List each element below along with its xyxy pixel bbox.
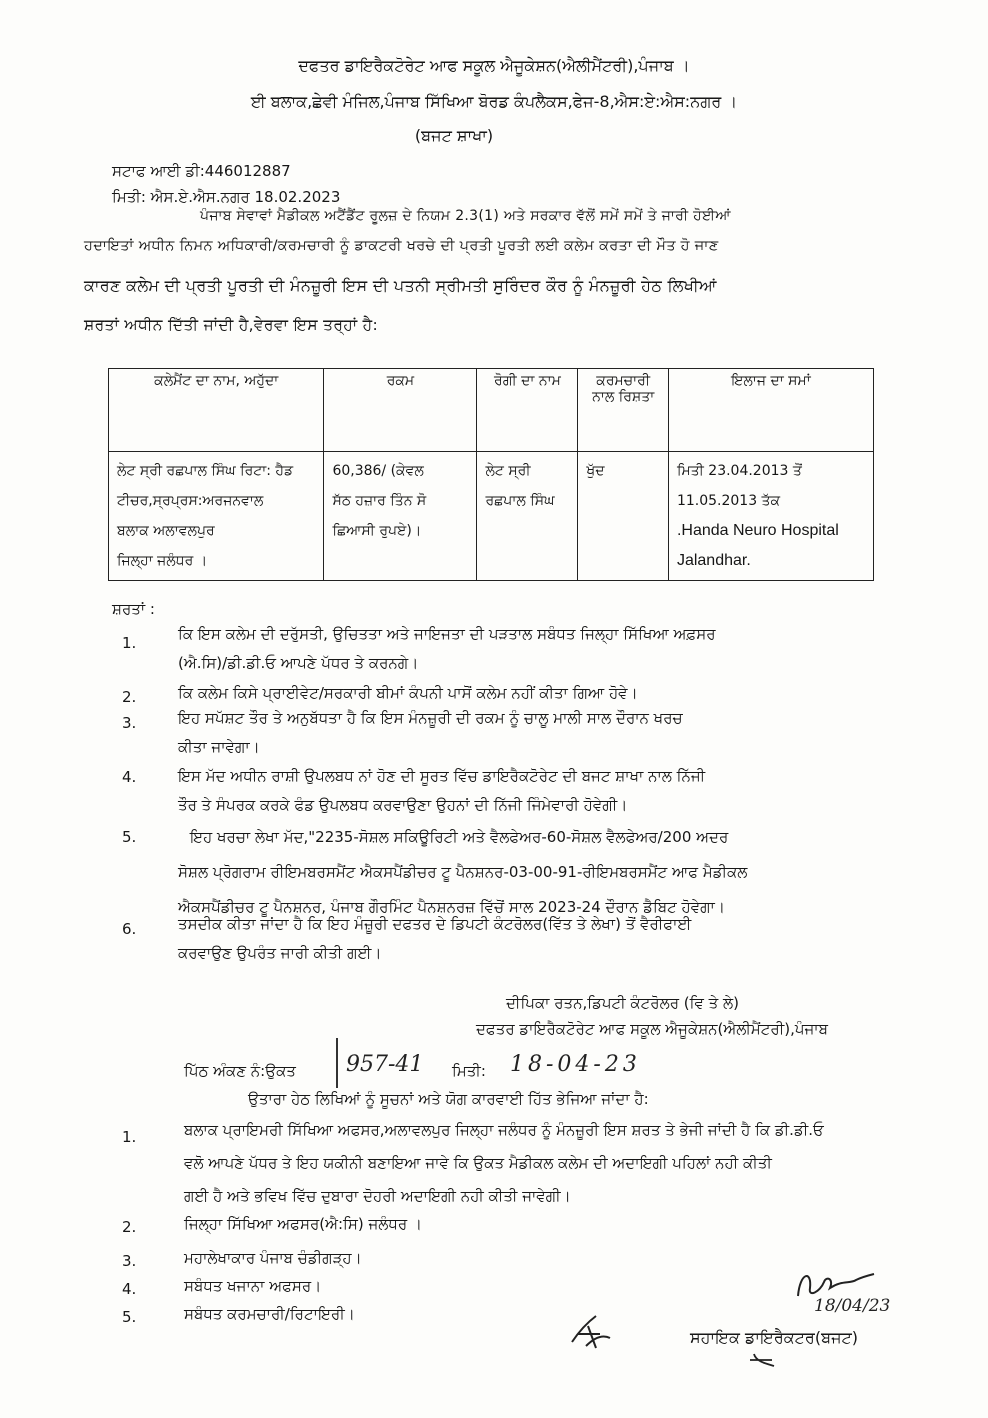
letter-date: ਮਿਤੀ: ਐਸ.ਏ.ਐਸ.ਨਗਰ 18.02.2023 [112,188,341,206]
condition-item [178,620,898,678]
treatment-line: .Handa Neuro Hospital [676,522,839,539]
table-row [109,452,874,581]
treatment-line: 11.05.2013 ਤੱਕ [676,493,781,509]
cell-treatment [668,452,873,581]
condition-number: 5. [122,828,137,846]
header-amount: ਰਕਮ [324,369,477,452]
condition-line: ਤਸਦੀਕ ਕੀਤਾ ਜਾਂਦਾ ਹੈ ਕਿ ਇਹ ਮੰਜ਼ੂਰੀ ਦਫਤਰ ਦੇ ਡਿਪਟੀ ਕੰਟਰੋਲਰ(ਵਿੱਤ ਤੇ ਲੇਖਾ) ਤੋਂ ਵੈਰੀਫਾਈ [178,915,692,933]
endorsement-date: 18-04-23 [510,1052,641,1077]
cell-claimant [109,452,324,581]
patient-line: ਲੇਟ ਸ੍ਰੀ [485,463,531,479]
condition-item [178,762,898,820]
treatment-line: ਮਿਤੀ 23.04.2013 ਤੋਂ [676,463,802,479]
condition-number: 4. [122,768,137,786]
signatory-name: ਦੀਪਿਕਾ ਰਤਨ,ਡਿਪਟੀ ਕੰਟਰੋਲਰ (ਵਿ ਤੇ ਲੇ) [506,994,739,1012]
copy-number: 3. [122,1252,137,1270]
condition-number: 1. [122,634,137,652]
condition-line: ਇਸ ਮੱਦ ਅਧੀਨ ਰਾਸ਼ੀ ਉਪਲਬਧ ਨਾਂ ਹੋਣ ਦੀ ਸੂਰਤ ਵਿੱਚ ਡਾਇਰੈਕਟੋਰੇਟ ਦੀ ਬਜਟ ਸ਼ਾਖਾ ਨਾਲ ਨਿੱਜੀ [178,767,706,785]
condition-line: ਕੀਤਾ ਜਾਵੇਗਾ। [178,738,260,756]
intro-line-3: ਕਾਰਣ ਕਲੇਮ ਦੀ ਪ੍ਰਤੀ ਪੂਰਤੀ ਦੀ ਮੰਨਜ਼ੂਰੀ ਇਸ ਦੀ ਪਤਨੀ ਸ੍ਰੀਮਤੀ ਸੁਰਿੰਦਰ ਕੌਰ ਨੂੰ ਮੰਨਜ਼ੂਰੀ ਹੇਠ ਲਿਖੀਆਂ [84,276,717,295]
assistant-director-designation: ਸਹਾਇਕ ਡਾਇਰੈਕਟਰ(ਬਜਟ) [690,1328,859,1347]
condition-item [178,910,898,968]
claims-table [108,368,874,581]
intro-line-4: ਸ਼ਰਤਾਂ ਅਧੀਨ ਦਿੱਤੀ ਜਾਂਦੀ ਹੈ,ਵੇਰਵਾ ਇਸ ਤਰ੍ਹਾਂ ਹੈ: [84,316,379,334]
conditions-label: ਸ਼ਰਤਾਂ : [112,600,155,618]
endorsement-bracket [336,1038,338,1088]
copy-line: ਬਲਾਕ ਪ੍ਰਾਇਮਰੀ ਸਿੱਖਿਆ ਅਫਸਰ,ਅਲਾਵਲਪੁਰ ਜਿਲ੍ਹਾ ਜਲੰਧਰ ਨੂੰ ਮੰਨਜ਼ੂਰੀ ਇਸ ਸ਼ਰਤ ਤੇ ਭੇਜੀ ਜਾਂਦੀ ਹੈ ਕਿ ਡੀ.ਡੀ.ਓ [184,1121,824,1139]
condition-number: 3. [122,714,137,732]
copy-number: 2. [122,1218,137,1236]
condition-line: ਕਿ ਇਸ ਕਲੇਮ ਦੀ ਦਰੁੱਸਤੀ, ਉਚਿਤਤਾ ਅਤੇ ਜਾਇਜਤਾ ਦੀ ਪੜਤਾਲ ਸਬੰਧਤ ਜਿਲ੍ਹਾ ਸਿੱਖਿਆ ਅਫ਼ਸਰ [178,625,716,643]
signatory-office: ਦਫਤਰ ਡਾਇਰੈਕਟੋਰੇਟ ਆਫ ਸਕੂਲ ਐਜੂਕੇਸ਼ਨ(ਐਲੀਮੈਂਟਰੀ),ਪੰਜਾਬ [476,1020,828,1038]
condition-line: ਤੌਰ ਤੇ ਸੰਪਰਕ ਕਰਕੇ ਫੰਡ ਉਪਲਬਧ ਕਰਵਾਉਣਾ ਉਹਨਾਂ ਦੀ ਨਿੱਜੀ ਜਿੰਮੇਵਾਰੀ ਹੋਵੇਗੀ। [178,796,628,814]
claimant-line: ਬਲਾਕ ਅਲਾਵਲਪੁਰ [117,523,215,539]
treatment-line: Jalandhar. [676,552,751,569]
copy-number: 4. [122,1280,137,1298]
designation-mark [748,1352,778,1368]
amount-line: ਛਿਆਸੀ ਰੁਪਏ)। [332,523,422,539]
copy-line: ਵਲੋ ਆਪਣੇ ਪੱਧਰ ਤੇ ਇਹ ਯਕੀਨੀ ਬਣਾਇਆ ਜਾਵੇ ਕਿ ਉਕਤ ਮੈਡੀਕਲ ਕਲੇਮ ਦੀ ਅਦਾਇਗੀ ਪਹਿਲਾਂ ਨਹੀ ਕੀਤੀ [184,1154,772,1172]
patient-line: ਰਛਪਾਲ ਸਿੰਘ [485,493,555,509]
header-treatment: ਇਲਾਜ ਦਾ ਸਮਾਂ [668,369,873,452]
branch-name: (ਬਜਟ ਸ਼ਾਖਾ) [414,126,494,145]
condition-line: ਐਕਸਪੈਂਡੀਚਰ ਟੂ ਪੈਨਸ਼ਨਰ, ਪੰਜਾਬ ਗੌਰਮਿੰਟ ਪੈਨਸ਼ਨਰਜ਼ ਵਿੱਚੋਂ ਸਾਲ 2023-24 ਦੌਰਾਨ ਡੈਬਿਟ ਹੋਵੇਗਾ। [178,898,725,916]
endorsement-label: ਪਿੱਠ ਅੰਕਣ ਨੰ:ਉਕਤ [184,1062,296,1080]
amount-line: 60,386/ (ਕੇਵਲ [332,463,424,479]
intro-line-1: ਪੰਜਾਬ ਸੇਵਾਵਾਂ ਮੈਡੀਕਲ ਅਟੈਂਡੈਂਟ ਰੂਲਜ਼ ਦੇ ਨਿਯਮ 2.3(1) ਅਤੇ ਸਰਕਾਰ ਵੱਲੋਂ ਸਮੇਂ ਸਮੇਂ ਤੇ ਜਾਰੀ ਹੋਈਆਂ [200,208,731,224]
cell-amount [324,452,477,581]
condition-number: 6. [122,920,137,938]
office-address: ਈ ਬਲਾਕ,ਛੇਵੀ ਮੰਜਿਲ,ਪੰਜਾਬ ਸਿੱਖਿਆ ਬੋਰਡ ਕੰਪਲੈਕਸ,ਫੇਜ-8,ਐਸ:ਏ:ਐਸ:ਨਗਰ । [250,92,738,111]
copy-item: ਸਬੰਧਤ ਕਰਮਚਾਰੀ/ਰਿਟਾਇਰੀ। [184,1305,355,1323]
table-header-row [109,369,874,452]
condition-line: ਇਹ ਸਪੱਸ਼ਟ ਤੌਰ ਤੇ ਅਨੁਬੱਧਤਾ ਹੈ ਕਿ ਇਸ ਮੰਨਜ਼ੂਰੀ ਦੀ ਰਕਮ ਨੂੰ ਚਾਲੂ ਮਾਲੀ ਸਾਲ ਦੌਰਾਨ ਖਰਚ [178,709,683,727]
condition-line: (ਐ.ਸਿ)/ਡੀ.ਡੀ.ਓ ਆਪਣੇ ਪੱਧਰ ਤੇ ਕਰਨਗੇ। [178,654,419,672]
claimant-line: ਲੇਟ ਸ੍ਰੀ ਰਛਪਾਲ ਸਿੰਘ ਰਿਟਾ: ਹੈਡ [117,463,294,479]
condition-line: ਕਰਵਾਉਣ ਉਪਰੰਤ ਜਾਰੀ ਕੀਤੀ ਗਈ। [178,944,382,962]
endorsement-number: 957-41 [346,1052,424,1077]
cell-relation: ਖੁੱਦ [578,452,669,581]
claimant-line: ਜਿਲ੍ਹਾ ਜਲੰਧਰ । [117,553,208,569]
cell-patient [477,452,578,581]
endorsement-date-label: ਮਿਤੀ: [452,1062,486,1080]
copy-line: ਗਈ ਹੈ ਅਤੇ ਭਵਿਖ ਵਿੱਚ ਦੁਬਾਰਾ ਦੋਹਰੀ ਅਦਾਇਗੀ ਨਹੀ ਕੀਤੀ ਜਾਵੇਗੀ। [184,1187,571,1205]
intro-line-2: ਹਦਾਇਤਾਂ ਅਧੀਨ ਨਿਮਨ ਅਧਿਕਾਰੀ/ਕਰਮਚਾਰੀ ਨੂੰ ਡਾਕਟਰੀ ਖਰਚੇ ਦੀ ਪ੍ਰਤੀ ਪੂਰਤੀ ਲਈ ਕਲੇਮ ਕਰਤਾ ਦੀ ਮੌਤ ਹੋ ਜਾਣ [84,238,719,254]
initials-mark [566,1312,616,1352]
condition-item [178,704,898,762]
claimant-line: ਟੀਚਰ,ਸ੍ਰਪ੍ਰਸ:ਅਰਜਨਵਾਲ [117,493,264,509]
header-relation: ਕਰਮਚਾਰੀ ਨਾਲ ਰਿਸ਼ਤਾ [578,369,669,452]
header-claimant: ਕਲੇਮੈਂਟ ਦਾ ਨਾਮ, ਅਹੁੱਦਾ [109,369,324,452]
condition-line: ਸੋਸ਼ਲ ਪ੍ਰੋਗਰਾਮ ਰੀਇਮਬਰਸਮੈਂਟ ਐਕਸਪੈਂਡੀਚਰ ਟੂ ਪੈਨਸ਼ਨਰ-03-00-91-ਰੀਇਮਬਰਸਮੈਂਟ ਆਫ ਮੈਡੀਕਲ [178,863,748,881]
copy-number: 1. [122,1128,137,1146]
copy-item [184,1114,894,1213]
copy-item: ਮਹਾਲੇਖਾਕਾਰ ਪੰਜਾਬ ਚੰਡੀਗੜ੍ਹ। [184,1249,362,1267]
condition-line: ਇਹ ਖਰਚਾ ਲੇਖਾ ਮੱਦ,"2235-ਸੋਸ਼ਲ ਸਕਿਊਰਿਟੀ ਅਤੇ ਵੈਲਫੇਅਰ-60-ਸੋਸ਼ਲ ਵੈਲਫੇਅਰ/200 ਅਦਰ [190,828,729,846]
amount-line: ਸੱਠ ਹਜ਼ਾਰ ਤਿੰਨ ਸੋ [332,493,427,509]
endorsement-sent-line: ਉਤਾਰਾ ਹੇਠ ਲਿਖਿਆਂ ਨੂੰ ਸੂਚਨਾਂ ਅਤੇ ਯੋਗ ਕਾਰਵਾਈ ਹਿੱਤ ਭੇਜਿਆ ਜਾਂਦਾ ਹੈ: [248,1090,649,1108]
office-heading: ਦਫਤਰ ਡਾਇਰੈਕਟੋਰੇਟ ਆਫ ਸਕੂਲ ਐਜੂਕੇਸ਼ਨ(ਐਲੀਮੈਂਟਰੀ),ਪੰਜਾਬ । [298,56,690,75]
signature-date: 18/04/23 [814,1296,891,1316]
condition-line: ਕਿ ਕਲੇਮ ਕਿਸੇ ਪ੍ਰਾਈਵੇਟ/ਸਰਕਾਰੀ ਬੀਮਾਂ ਕੰਪਨੀ ਪਾਸੋਂ ਕਲੇਮ ਨਹੀਂ ਕੀਤਾ ਗਿਆ ਹੋਵੇ। [178,684,638,702]
staff-id: ਸਟਾਫ ਆਈ ਡੀ:446012887 [112,162,291,180]
copy-item: ਜਿਲ੍ਹਾ ਸਿੱਖਿਆ ਅਫਸਰ(ਐ:ਸਿ) ਜਲੰਧਰ । [184,1215,423,1233]
copy-number: 5. [122,1308,137,1326]
header-patient: ਰੋਗੀ ਦਾ ਨਾਮ [477,369,578,452]
copy-item: ਸਬੰਧਤ ਖਜਾਨਾ ਅਫਸਰ। [184,1277,322,1295]
condition-number: 2. [122,688,137,706]
